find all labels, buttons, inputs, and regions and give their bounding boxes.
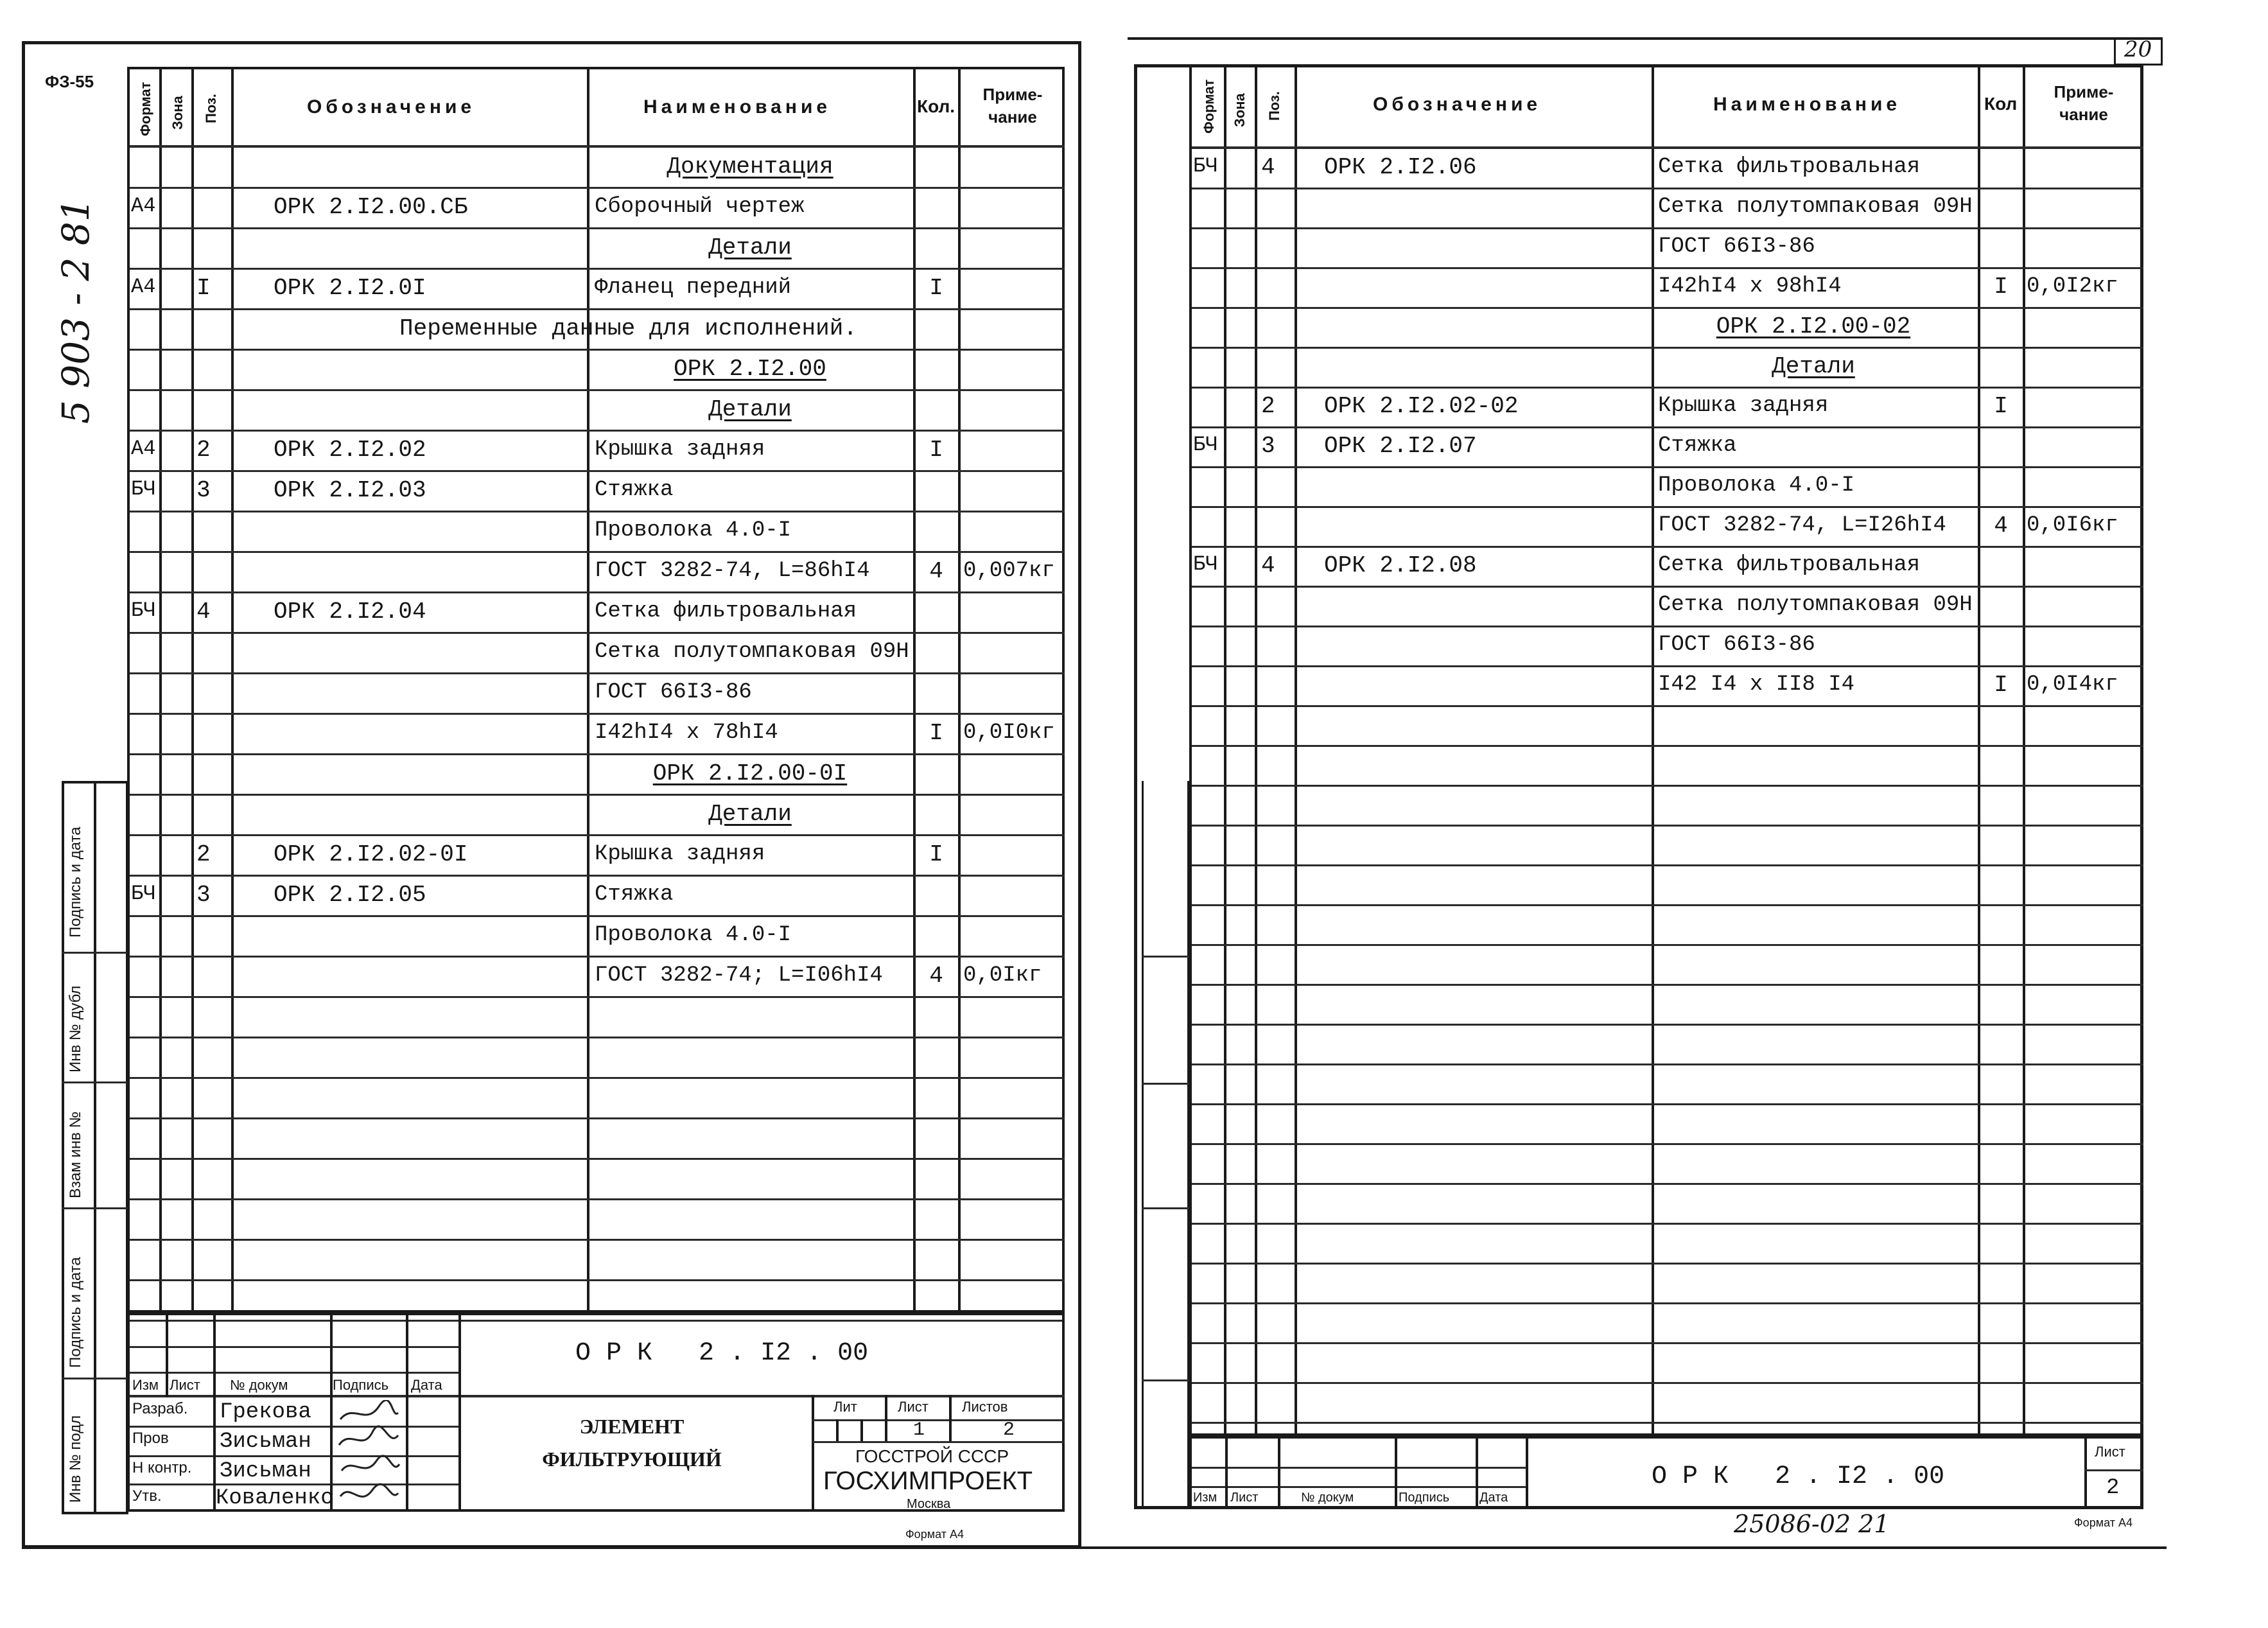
cell-des: ОРК 2.I2.06 <box>1324 154 1477 180</box>
cell-pos: 2 <box>196 841 211 868</box>
cell-q: I <box>929 841 943 868</box>
cell-des: Переменные данные для исполнений. <box>399 315 857 342</box>
row-divider <box>1192 1422 2143 1424</box>
signature-scribbles <box>334 1400 405 1510</box>
cell-fmt: БЧ <box>131 477 156 501</box>
row-divider <box>1192 1143 2143 1145</box>
cell-name: Проволока 4.0-I <box>595 923 792 947</box>
cell-name: Документация <box>667 153 833 180</box>
cell-pos: 3 <box>196 477 211 503</box>
row-divider <box>130 1279 1065 1281</box>
org-line-1: ГОССТРОЙ СССР <box>855 1446 1009 1466</box>
name-checker: Зисьман <box>220 1430 311 1454</box>
hdr-format-right: Формат <box>1201 79 1217 134</box>
cell-note: 0,0Iкг <box>963 963 1042 988</box>
hdr-format: Формат <box>137 82 153 136</box>
row-divider <box>130 996 1065 998</box>
sheets-label: Листов <box>962 1399 1008 1415</box>
row-divider <box>1192 1302 2143 1304</box>
bottom-scan-line <box>22 1546 2167 1549</box>
cell-pos: I <box>196 275 211 301</box>
cell-des: ОРК 2.I2.03 <box>274 477 426 503</box>
cell-fmt: А4 <box>131 275 156 299</box>
cell-des: ОРК 2.I2.0I <box>274 275 426 301</box>
form-code: ФЗ-55 <box>45 72 94 91</box>
role-norm-control: Н контр. <box>132 1459 192 1476</box>
row-divider <box>1192 745 2143 747</box>
cell-note: 0,0I2кг <box>2027 274 2118 299</box>
row-divider <box>130 1239 1065 1241</box>
side-label-replace-inv: Взам инв № <box>67 1111 84 1198</box>
table-row <box>130 268 1065 308</box>
cell-pos: 2 <box>1261 393 1275 419</box>
cell-des: ОРК 2.I2.02-0I <box>274 841 468 868</box>
cell-des: ОРК 2.I2.04 <box>274 599 426 625</box>
lit-label: Лит <box>833 1399 857 1415</box>
cell-q: 4 <box>1994 512 2008 539</box>
cell-name: Крышка задняя <box>595 437 765 462</box>
table-row <box>130 227 1065 268</box>
table-row <box>1192 426 2143 466</box>
right-col-ndoc: № докум <box>1301 1491 1354 1505</box>
row-divider <box>1192 785 2143 787</box>
table-row <box>130 146 1065 187</box>
left-spec-table <box>127 67 1065 1313</box>
right-side-strip <box>1142 781 1189 1508</box>
table-row <box>130 187 1065 227</box>
table-row <box>130 551 1065 591</box>
table-row <box>130 389 1065 430</box>
hdr-pos-right: Поз. <box>1266 91 1282 121</box>
cell-name: Сборочный чертеж <box>595 195 805 219</box>
cell-name: Крышка задняя <box>1658 394 1829 418</box>
name-approver: Коваленко <box>216 1486 334 1510</box>
table-row <box>1192 546 2143 586</box>
cell-note: 0,007кг <box>963 559 1055 583</box>
role-checker: Пров <box>132 1430 169 1447</box>
row-divider <box>1192 1063 2143 1065</box>
cell-name: Детали <box>708 396 792 423</box>
cell-pos: 4 <box>1261 154 1275 180</box>
col-izm: Изм <box>132 1377 159 1393</box>
cell-name: I42hI4 х 98hI4 <box>1658 274 1842 299</box>
cell-name: Сетка фильтровальная <box>1658 155 1921 179</box>
hdr-note: Приме- чание <box>982 85 1043 127</box>
side-label-orig-inv: Инв № подл <box>67 1415 84 1503</box>
cell-name: ОРК 2.I2.00 <box>674 356 826 382</box>
cell-name: Стяжка <box>1658 433 1737 458</box>
table-row <box>130 956 1065 996</box>
cell-fmt: А4 <box>131 437 156 460</box>
cell-note: 0,0I6кг <box>2027 513 2118 538</box>
row-divider <box>1192 1183 2143 1185</box>
sheet-value: 1 <box>913 1419 925 1441</box>
right-col-date: Дата <box>1479 1491 1508 1505</box>
left-title-block <box>127 1313 1065 1512</box>
org-city: Москва <box>907 1497 951 1511</box>
cell-fmt: А4 <box>131 194 156 218</box>
cell-des: ОРК 2.I2.02 <box>274 437 426 463</box>
cell-des: ОРК 2.I2.08 <box>1324 552 1477 579</box>
cell-note: 0,0I4кг <box>2027 672 2118 697</box>
hdr-zone-right: Зона <box>1232 93 1248 127</box>
table-row <box>130 591 1065 632</box>
row-divider <box>1192 984 2143 986</box>
cell-note: 0,0I0кг <box>963 721 1055 745</box>
row-divider <box>130 1198 1065 1200</box>
table-row <box>1192 466 2143 506</box>
right-doc-number: О Р К 2 . I2 . 00 <box>1652 1462 1945 1491</box>
cell-pos: 3 <box>1261 433 1275 459</box>
sheet-label: Лист <box>898 1399 929 1415</box>
right-sheet-value: 2 <box>2106 1476 2120 1500</box>
row-divider <box>1192 1382 2143 1384</box>
side-label-sign-date-1: Подпись и дата <box>67 827 84 938</box>
hdr-qty-right: Кол <box>1984 94 2018 114</box>
cell-q: I <box>929 275 943 301</box>
cell-des: ОРК 2.I2.00.СБ <box>274 194 468 220</box>
cell-name: Сетка фильтровальная <box>1658 553 1921 577</box>
row-divider <box>1192 705 2143 707</box>
cell-name: Сетка фильтровальная <box>595 599 857 624</box>
cell-name: ГОСТ 66I3-86 <box>1658 633 1815 657</box>
row-divider <box>1192 1024 2143 1026</box>
right-col-izm: Изм <box>1193 1491 1217 1505</box>
table-row <box>1192 387 2143 426</box>
table-row <box>130 430 1065 470</box>
table-row <box>130 834 1065 875</box>
cell-name: Детали <box>708 801 792 827</box>
hdr-zone: Зона <box>170 96 186 130</box>
table-row <box>130 470 1065 511</box>
table-row <box>130 349 1065 389</box>
org-line-2: ГОСХИМПРОЕКТ <box>823 1467 1033 1495</box>
left-format-label: Формат А4 <box>905 1528 964 1541</box>
cell-des: ОРК 2.I2.02-02 <box>1324 393 1519 419</box>
table-row <box>1192 626 2143 665</box>
item-name: ЭЛЕМЕНТ ФИЛЬТРУЮЩИЙ <box>542 1415 722 1471</box>
cell-name: ГОСТ 66I3-86 <box>595 680 752 705</box>
cell-name: ГОСТ 3282-74, L=I26hI4 <box>1658 513 1946 538</box>
right-top-line <box>1128 37 2161 40</box>
cell-q: I <box>929 437 943 463</box>
table-row <box>130 308 1065 349</box>
row-divider <box>130 1117 1065 1119</box>
table-row <box>1192 307 2143 347</box>
right-format-label: Формат А4 <box>2074 1516 2133 1529</box>
cell-fmt: БЧ <box>131 882 156 906</box>
right-title-block <box>1189 1436 2143 1509</box>
cell-name: Фланец передний <box>595 276 792 300</box>
cell-pos: 3 <box>196 882 211 908</box>
row-divider <box>1192 1263 2143 1265</box>
table-row <box>1192 665 2143 705</box>
cell-name: Проволока 4.0-I <box>595 518 792 543</box>
cell-name: ГОСТ 3282-74; L=I06hI4 <box>595 963 883 988</box>
sheets-value: 2 <box>1003 1419 1015 1441</box>
cell-name: Сетка полутомпаковая 09Н <box>1658 593 1973 617</box>
cell-name: Проволока 4.0-I <box>1658 473 1855 498</box>
table-row <box>1192 188 2143 227</box>
table-row <box>1192 586 2143 626</box>
cell-pos: 2 <box>196 437 211 463</box>
right-col-sign: Подпись <box>1399 1491 1450 1505</box>
cell-pos: 4 <box>1261 552 1275 579</box>
cell-q: I <box>1994 393 2008 419</box>
cell-q: 4 <box>929 963 943 989</box>
col-list: Лист <box>170 1377 200 1393</box>
name-norm-control: Зисьман <box>220 1459 311 1484</box>
row-divider <box>130 1037 1065 1038</box>
left-doc-number: О Р К 2 . I2 . 00 <box>575 1339 869 1368</box>
row-divider <box>1192 1342 2143 1344</box>
side-label-sign-date-2: Подпись и дата <box>67 1257 84 1368</box>
cell-name: ГОСТ 3282-74, L=86hI4 <box>595 559 870 583</box>
right-col-list: Лист <box>1230 1491 1259 1505</box>
table-row <box>130 794 1065 834</box>
right-spec-table <box>1189 64 2143 1436</box>
hdr-pos: Поз. <box>203 93 219 123</box>
row-divider <box>130 1077 1065 1079</box>
cell-fmt: БЧ <box>131 599 156 622</box>
row-divider <box>1192 1103 2143 1105</box>
cell-des: ОРК 2.I2.07 <box>1324 433 1477 459</box>
col-date: Дата <box>411 1377 442 1393</box>
table-row <box>1192 148 2143 188</box>
cell-q: 4 <box>929 558 943 584</box>
cell-name: Детали <box>1772 353 1855 380</box>
page-number: 20 <box>2124 37 2152 62</box>
cell-fmt: БЧ <box>1193 433 1218 457</box>
hdr-note-right: Приме- чание <box>2054 82 2114 125</box>
table-row <box>1192 227 2143 267</box>
cell-q: I <box>929 720 943 746</box>
hdr-qty: Кол. <box>917 96 955 116</box>
role-approver: Утв. <box>132 1487 162 1505</box>
cell-q: I <box>1994 274 2008 300</box>
col-ndoc: № докум <box>230 1377 288 1393</box>
cell-name: I42hI4 х 78hI4 <box>595 721 778 745</box>
cell-name: Детали <box>708 234 792 261</box>
table-row <box>130 875 1065 915</box>
table-row <box>130 632 1065 672</box>
table-row <box>1192 267 2143 307</box>
cell-pos: 4 <box>196 599 211 625</box>
archive-stamp: 25086-02 21 <box>1734 1510 1890 1538</box>
hdr-name-right: Наименование <box>1713 94 1901 115</box>
cell-name: I42 I4 х II8 I4 <box>1658 672 1855 697</box>
row-divider <box>1192 864 2143 866</box>
cell-name: Стяжка <box>595 882 674 907</box>
role-developer: Разраб. <box>132 1400 188 1417</box>
cell-name: ОРК 2.I2.00-02 <box>1716 313 1911 340</box>
hdr-designation-right: Обозначение <box>1373 94 1542 115</box>
table-row <box>130 915 1065 956</box>
side-doc-code: 5 903 - 2 81 <box>54 198 98 424</box>
cell-name: Сетка полутомпаковая 09Н <box>1658 195 1973 219</box>
table-row <box>130 713 1065 753</box>
cell-name: Стяжка <box>595 478 674 502</box>
row-divider <box>130 1158 1065 1160</box>
col-sign: Подпись <box>333 1377 389 1393</box>
table-row <box>1192 506 2143 546</box>
cell-fmt: БЧ <box>1193 154 1218 178</box>
cell-name: ОРК 2.I2.00-0I <box>652 760 848 787</box>
cell-des: ОРК 2.I2.05 <box>274 882 426 908</box>
row-divider <box>1192 904 2143 906</box>
cell-q: I <box>1994 672 2008 698</box>
table-row <box>130 753 1065 794</box>
side-label-dup-inv: Инв № дубл <box>67 985 84 1072</box>
hdr-name: Наименование <box>643 96 832 118</box>
cell-fmt: БЧ <box>1193 552 1218 576</box>
side-strip-divider <box>94 781 96 1514</box>
cell-name: Крышка задняя <box>595 842 765 866</box>
table-row <box>130 511 1065 551</box>
row-divider <box>1192 1223 2143 1225</box>
row-divider <box>1192 825 2143 827</box>
cell-name: ГОСТ 66I3-86 <box>1658 234 1815 259</box>
right-sheet-label: Лист <box>2095 1444 2125 1460</box>
cell-name: Сетка полутомпаковая 09Н <box>595 640 909 664</box>
table-row <box>1192 347 2143 387</box>
row-divider <box>1192 944 2143 946</box>
name-developer: Грекова <box>220 1400 311 1424</box>
hdr-designation: Обозначение <box>307 96 476 118</box>
table-row <box>130 672 1065 713</box>
